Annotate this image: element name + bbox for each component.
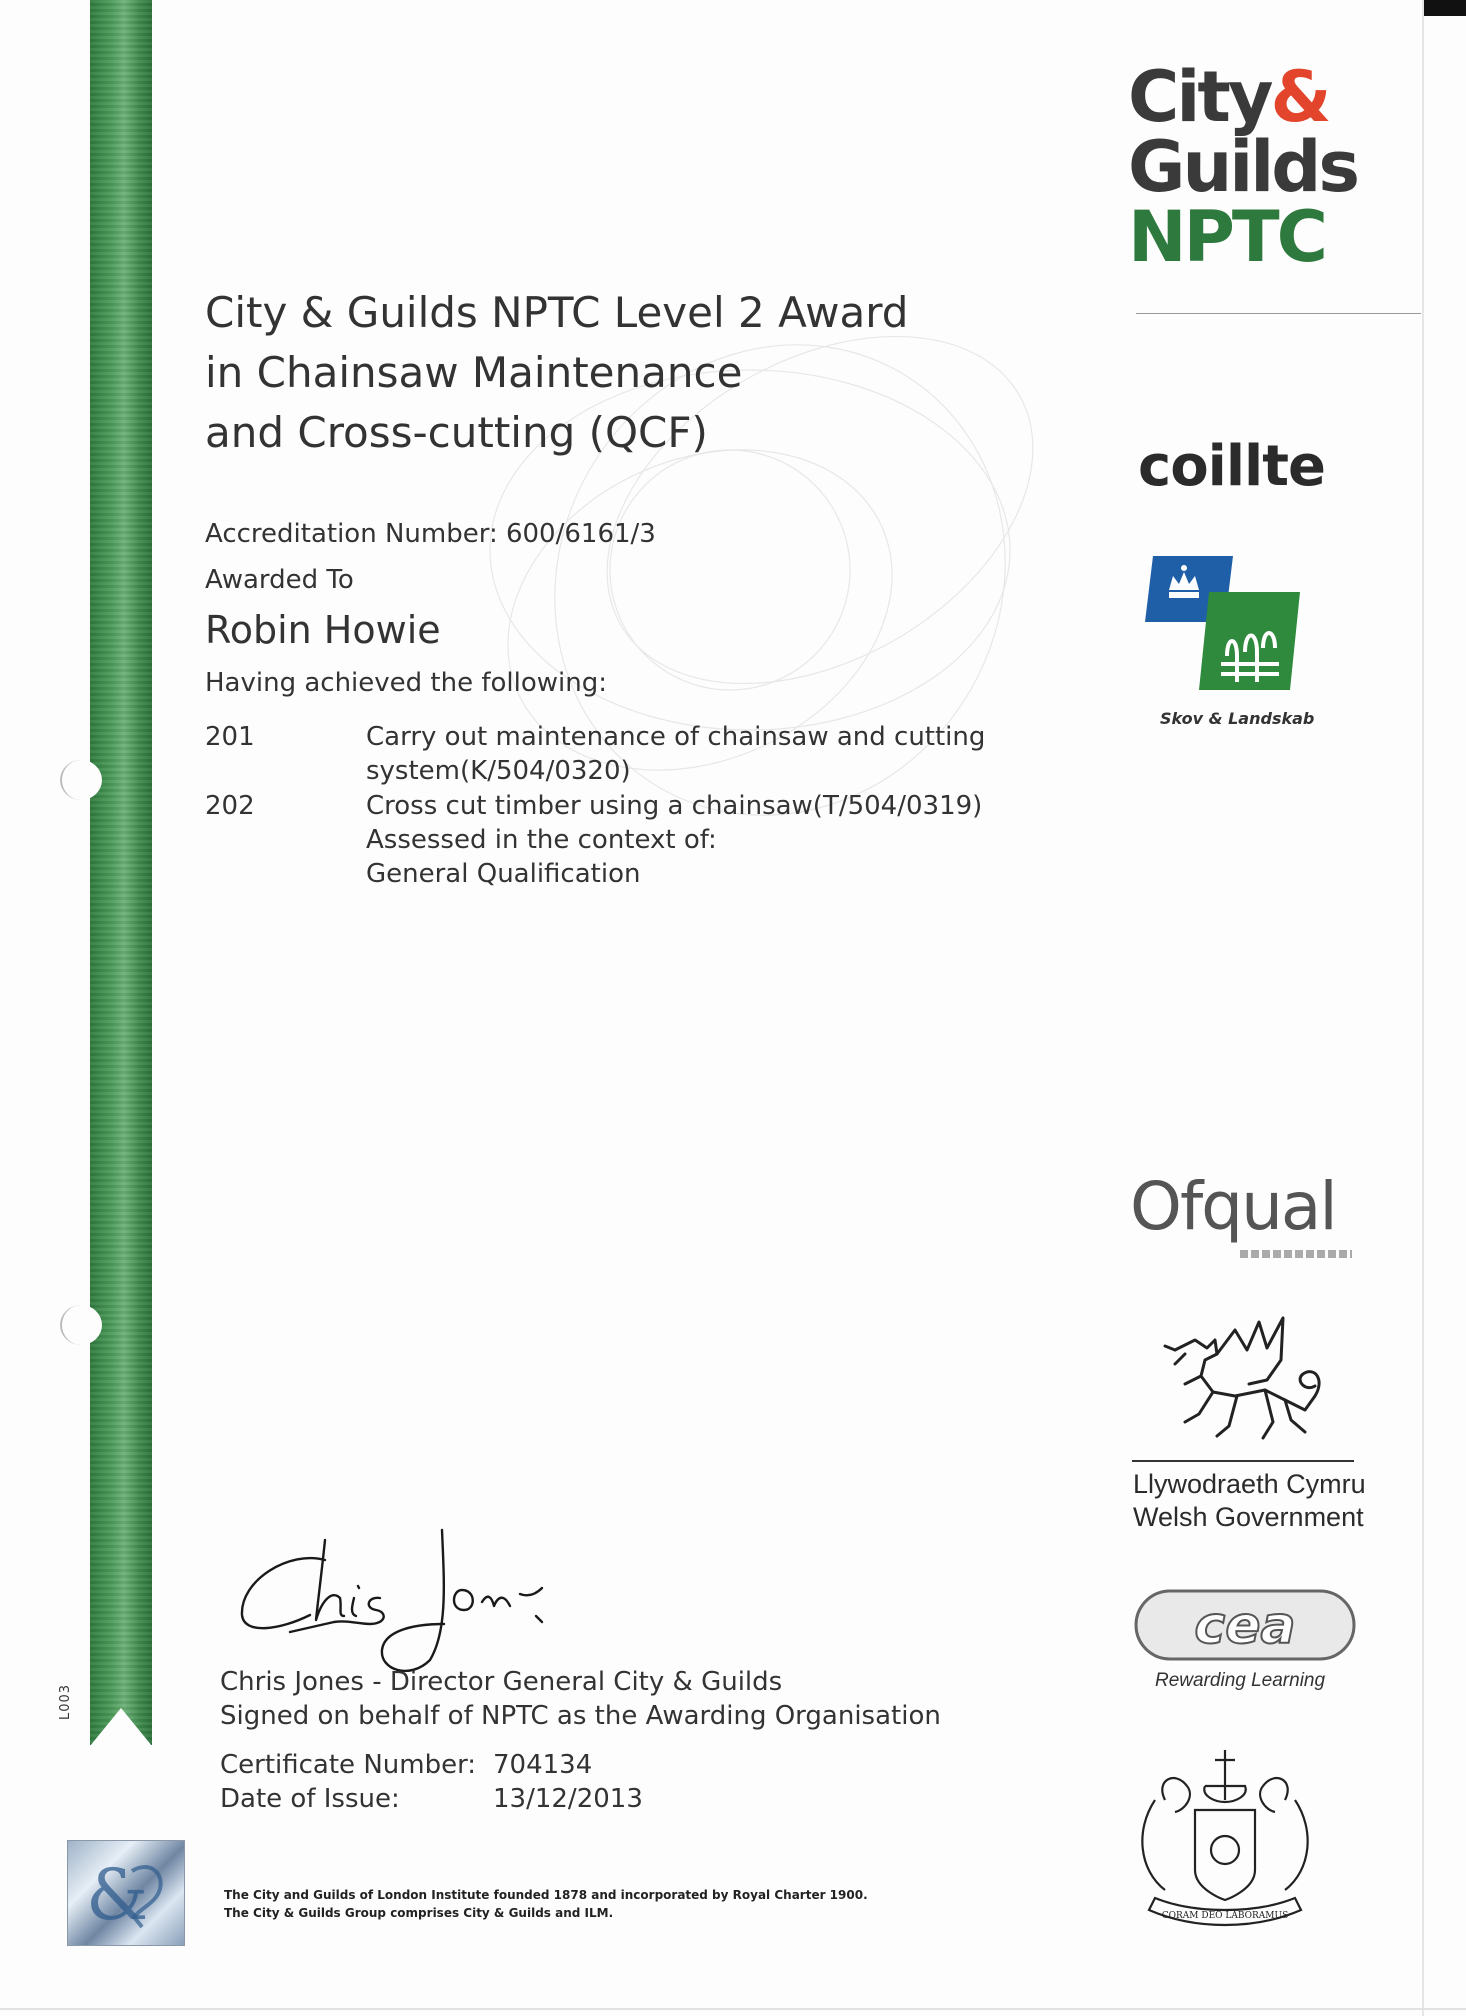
page-edge-line bbox=[1422, 0, 1424, 2016]
ofqual-logo: Ofqual bbox=[1130, 1168, 1336, 1245]
footnote-line-2: The City & Guilds Group comprises City & Guilds and ILM. bbox=[224, 1906, 614, 1920]
unit-line: Cross cut timber using a chainsaw(T/504/0319) bbox=[366, 791, 983, 821]
title-line-3: and Cross-cutting (QCF) bbox=[205, 408, 708, 457]
coillte-logo: coillte bbox=[1138, 434, 1326, 499]
recipient-name: Robin Howie bbox=[205, 608, 441, 652]
unit-description-202 bbox=[366, 789, 986, 891]
cea-wordmark: cea bbox=[1194, 1596, 1296, 1656]
signer-name: Chris Jones - Director General City & Guilds bbox=[220, 1667, 783, 1697]
unit-code-201: 201 bbox=[205, 722, 255, 752]
cg-logo-row-1: City& bbox=[1128, 56, 1329, 138]
unit-description-201 bbox=[366, 720, 986, 788]
skov-landskab-logo bbox=[1145, 556, 1300, 696]
title-line-1: City & Guilds NPTC Level 2 Award bbox=[205, 288, 909, 337]
unit-line: system(K/504/0320) bbox=[366, 756, 631, 786]
city-guilds-nptc-logo bbox=[1128, 56, 1368, 278]
logo-divider bbox=[1136, 313, 1421, 314]
green-ribbon bbox=[90, 0, 152, 1745]
ampersand-lion-icon: & bbox=[1270, 56, 1329, 138]
footnote-line-1: The City and Guilds of London Institute founded 1878 and incorporated by Royal Charter 1900. bbox=[224, 1888, 868, 1902]
date-of-issue-row bbox=[220, 1784, 643, 1814]
coat-of-arms-crest bbox=[1125, 1740, 1325, 1935]
svg-text:&: & bbox=[86, 1854, 149, 1936]
welsh-divider bbox=[1132, 1460, 1354, 1462]
punch-hole-bottom bbox=[60, 1305, 102, 1345]
security-hologram bbox=[67, 1840, 185, 1946]
punch-hole-top bbox=[60, 760, 102, 800]
title-line-2: in Chainsaw Maintenance bbox=[205, 348, 743, 397]
unit-line: Carry out maintenance of chainsaw and cutting bbox=[366, 722, 986, 752]
unit-code-202: 202 bbox=[205, 791, 255, 821]
accreditation-number: Accreditation Number: 600/6161/3 bbox=[205, 519, 656, 549]
hologram-emblem bbox=[68, 1841, 184, 1945]
achieved-label: Having achieved the following: bbox=[205, 668, 607, 698]
welsh-line-2: Welsh Government bbox=[1133, 1502, 1364, 1532]
date-of-issue-label: Date of Issue: bbox=[220, 1784, 400, 1814]
form-code: L003 bbox=[58, 1683, 73, 1720]
signed-on-behalf: Signed on behalf of NPTC as the Awarding Organisation bbox=[220, 1701, 941, 1731]
date-of-issue: 13/12/2013 bbox=[493, 1784, 643, 1814]
welsh-government-logo bbox=[1133, 1468, 1366, 1534]
ofqual-dots bbox=[1240, 1250, 1352, 1258]
scan-edge-mark bbox=[1422, 0, 1466, 16]
certificate-number-row bbox=[220, 1750, 592, 1780]
cg-logo-row-2: Guilds bbox=[1128, 126, 1358, 208]
certificate-title bbox=[205, 283, 925, 463]
handwritten-signature bbox=[230, 1520, 610, 1690]
awarded-to-label: Awarded To bbox=[205, 565, 354, 595]
welsh-line-1: Llywodraeth Cymru bbox=[1133, 1469, 1366, 1499]
ribbon-body bbox=[90, 0, 152, 1745]
certificate-number-label: Certificate Number: bbox=[220, 1750, 477, 1780]
crest-motto: CORAM DEO LABORAMUS bbox=[1161, 1911, 1289, 1921]
welsh-dragon-icon bbox=[1155, 1310, 1345, 1460]
cea-tagline: Rewarding Learning bbox=[1155, 1670, 1326, 1691]
certificate-number: 704134 bbox=[493, 1750, 593, 1780]
unit-line: General Qualification bbox=[366, 859, 641, 889]
cea-logo bbox=[1130, 1585, 1360, 1665]
skov-landskab-caption: Skov & Landskab bbox=[1160, 709, 1315, 728]
cg-logo-row-3: NPTC bbox=[1128, 196, 1326, 278]
page-bottom-line bbox=[0, 2008, 1466, 2010]
unit-line: Assessed in the context of: bbox=[366, 825, 717, 855]
